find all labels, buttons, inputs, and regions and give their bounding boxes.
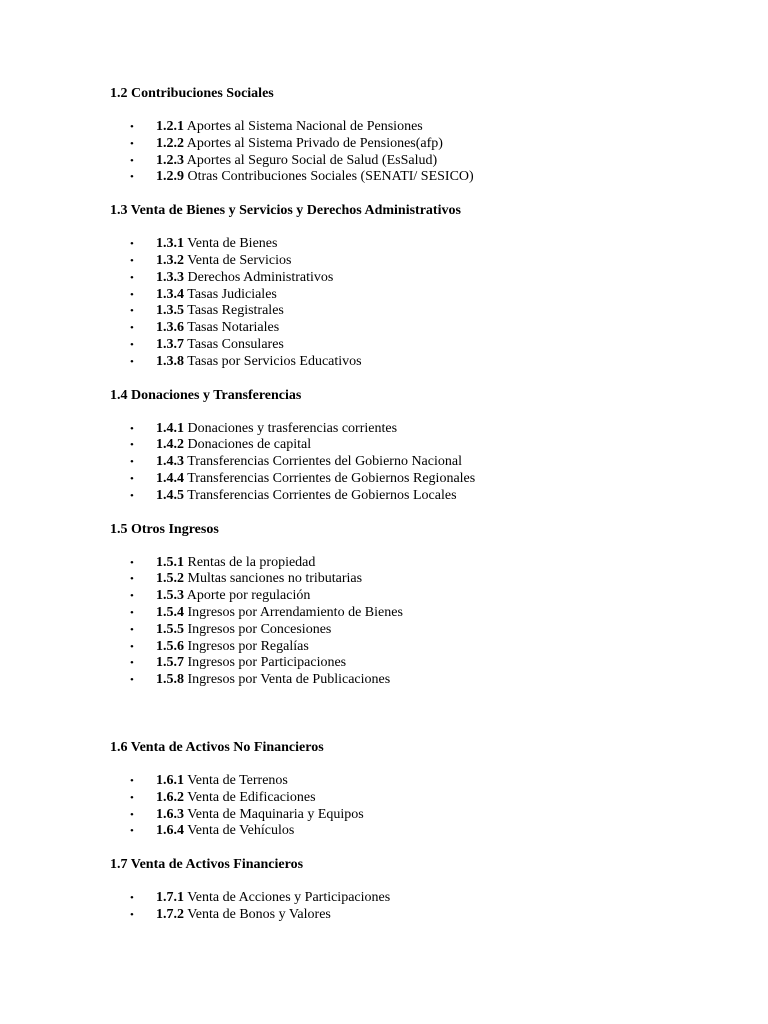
section-title: 1.3 Venta de Bienes y Servicios y Derechos Administrativos — [110, 203, 461, 219]
document-page — [110, 85, 730, 940]
item-code: 1.3.8 — [156, 353, 184, 369]
item-code: 1.6.1 — [156, 772, 184, 788]
bullet-icon: • — [130, 640, 134, 653]
bullet-icon: • — [130, 606, 134, 619]
item-text: Ingresos por Participaciones — [184, 655, 347, 671]
list-item — [110, 454, 730, 471]
item-code: 1.6.3 — [156, 806, 184, 822]
item-text: Ingresos por Arrendamiento de Bienes — [184, 604, 403, 620]
item-list — [110, 773, 730, 840]
bullet-icon: • — [130, 657, 134, 670]
list-item — [110, 555, 730, 572]
item-text: Aportes al Sistema Nacional de Pensiones — [184, 119, 423, 134]
list-item — [110, 354, 730, 371]
bullet-icon: • — [130, 472, 134, 485]
item-text: Venta de Bonos y Valores — [184, 906, 331, 922]
item-text: Tasas Registrales — [184, 303, 284, 319]
list-item — [110, 437, 730, 454]
list-item — [110, 320, 730, 337]
item-code: 1.2.1 — [156, 119, 184, 134]
item-list — [110, 421, 730, 505]
item-text: Venta de Edificaciones — [184, 789, 316, 805]
blank-spacer — [110, 705, 730, 739]
list-item — [110, 488, 730, 505]
bullet-icon: • — [130, 774, 134, 787]
item-text: Aporte por regulación — [184, 588, 311, 604]
item-text: Venta de Servicios — [184, 252, 292, 268]
item-text: Tasas Judiciales — [184, 286, 277, 302]
bullet-icon: • — [130, 439, 134, 452]
list-item — [110, 571, 730, 588]
item-code: 1.5.7 — [156, 655, 184, 671]
item-code: 1.3.2 — [156, 252, 184, 268]
bullet-icon: • — [130, 254, 134, 267]
section-title: 1.7 Venta de Activos Financieros — [110, 857, 304, 873]
bullet-icon: • — [130, 238, 134, 251]
list-item — [110, 773, 730, 790]
item-text: Transferencias Corrientes del Gobierno Nacional — [184, 454, 462, 470]
list-item — [110, 588, 730, 605]
item-code: 1.5.4 — [156, 604, 184, 620]
bullet-icon: • — [130, 791, 134, 804]
item-code: 1.5.2 — [156, 571, 184, 587]
item-code: 1.3.4 — [156, 286, 184, 302]
item-code: 1.7.2 — [156, 906, 184, 922]
item-code: 1.4.3 — [156, 454, 184, 470]
bullet-icon: • — [130, 422, 134, 435]
bullet-icon: • — [130, 271, 134, 284]
list-item — [110, 823, 730, 840]
list-item — [110, 907, 730, 924]
bullet-icon: • — [130, 171, 134, 184]
list-item — [110, 136, 730, 153]
bullet-icon: • — [130, 808, 134, 821]
item-text: Donaciones y trasferencias corrientes — [184, 420, 398, 436]
bullet-icon: • — [130, 908, 134, 921]
list-item — [110, 790, 730, 807]
section-1-3 — [110, 202, 730, 370]
list-item — [110, 672, 730, 689]
item-text: Venta de Bienes — [184, 236, 278, 252]
list-item — [110, 287, 730, 304]
item-code: 1.2.3 — [156, 152, 184, 168]
item-text: Aportes al Sistema Privado de Pensiones(afp) — [184, 135, 443, 151]
list-item — [110, 303, 730, 320]
list-item — [110, 605, 730, 622]
bullet-icon: • — [130, 137, 134, 150]
section-1-2 — [110, 85, 730, 186]
bullet-icon: • — [130, 590, 134, 603]
list-item — [110, 270, 730, 287]
section-title: 1.5 Otros Ingresos — [110, 521, 219, 537]
bullet-icon: • — [130, 121, 134, 133]
item-text: Multas sanciones no tributarias — [184, 571, 363, 587]
section-1-5 — [110, 521, 730, 689]
item-code: 1.3.5 — [156, 303, 184, 319]
item-code: 1.5.6 — [156, 638, 184, 654]
item-list — [110, 119, 730, 186]
list-item — [110, 253, 730, 270]
item-code: 1.4.4 — [156, 470, 184, 486]
list-item — [110, 236, 730, 253]
item-text: Aportes al Seguro Social de Salud (EsSalud) — [184, 152, 438, 168]
section-title: 1.4 Donaciones y Transferencias — [110, 387, 302, 403]
item-text: Ingresos por Concesiones — [184, 621, 332, 637]
item-text: Ingresos por Venta de Publicaciones — [184, 672, 391, 688]
bullet-icon: • — [130, 355, 134, 368]
item-text: Rentas de la propiedad — [184, 554, 316, 570]
item-code: 1.3.1 — [156, 236, 184, 252]
item-code: 1.2.9 — [156, 169, 184, 185]
section-1-6 — [110, 739, 730, 840]
section-title: 1.6 Venta de Activos No Financieros — [110, 739, 324, 755]
item-text: Venta de Maquinaria y Equipos — [184, 806, 364, 822]
item-code: 1.3.3 — [156, 269, 184, 285]
item-code: 1.3.6 — [156, 320, 184, 336]
item-code: 1.2.2 — [156, 135, 184, 151]
bullet-icon: • — [130, 556, 134, 569]
section-title: 1.2 Contribuciones Sociales — [110, 86, 274, 101]
item-code: 1.6.2 — [156, 789, 184, 805]
bullet-icon: • — [130, 674, 134, 687]
list-item — [110, 807, 730, 824]
item-text: Ingresos por Regalías — [184, 638, 309, 654]
section-1-7 — [110, 856, 730, 924]
item-text: Venta de Vehículos — [184, 823, 295, 839]
item-list — [110, 890, 730, 924]
list-item — [110, 655, 730, 672]
item-text: Donaciones de capital — [184, 437, 312, 453]
bullet-icon: • — [130, 892, 134, 905]
list-item — [110, 639, 730, 656]
bullet-icon: • — [130, 623, 134, 636]
item-text: Derechos Administrativos — [184, 269, 334, 285]
item-code: 1.5.8 — [156, 672, 184, 688]
section-1-4 — [110, 387, 730, 505]
item-code: 1.5.3 — [156, 588, 184, 604]
item-text: Venta de Acciones y Participaciones — [184, 890, 391, 906]
item-text: Venta de Terrenos — [184, 772, 288, 788]
bullet-icon: • — [130, 322, 134, 335]
item-code: 1.4.1 — [156, 420, 184, 436]
item-text: Otras Contribuciones Sociales (SENATI/ SESICO) — [184, 169, 474, 185]
list-item — [110, 471, 730, 488]
item-code: 1.3.7 — [156, 336, 184, 352]
bullet-icon: • — [130, 489, 134, 502]
bullet-icon: • — [130, 825, 134, 838]
item-code: 1.4.2 — [156, 437, 184, 453]
item-text: Transferencias Corrientes de Gobiernos Locales — [184, 487, 457, 503]
bullet-icon: • — [130, 305, 134, 318]
bullet-icon: • — [130, 288, 134, 301]
bullet-icon: • — [130, 456, 134, 469]
bullet-icon: • — [130, 573, 134, 586]
item-code: 1.6.4 — [156, 823, 184, 839]
item-list — [110, 555, 730, 689]
list-item — [110, 890, 730, 907]
item-code: 1.5.1 — [156, 554, 184, 570]
list-item — [110, 119, 730, 136]
item-text: Tasas Consulares — [184, 336, 284, 352]
item-text: Tasas Notariales — [184, 320, 280, 336]
item-text: Tasas por Servicios Educativos — [184, 353, 362, 369]
list-item — [110, 421, 730, 438]
bullet-icon: • — [130, 154, 134, 167]
list-item — [110, 337, 730, 354]
item-list — [110, 236, 730, 370]
list-item — [110, 153, 730, 170]
list-item — [110, 169, 730, 186]
item-code: 1.4.5 — [156, 487, 184, 503]
bullet-icon: • — [130, 338, 134, 351]
item-code: 1.7.1 — [156, 890, 184, 906]
list-item — [110, 622, 730, 639]
item-code: 1.5.5 — [156, 621, 184, 637]
item-text: Transferencias Corrientes de Gobiernos Regionales — [184, 470, 476, 486]
